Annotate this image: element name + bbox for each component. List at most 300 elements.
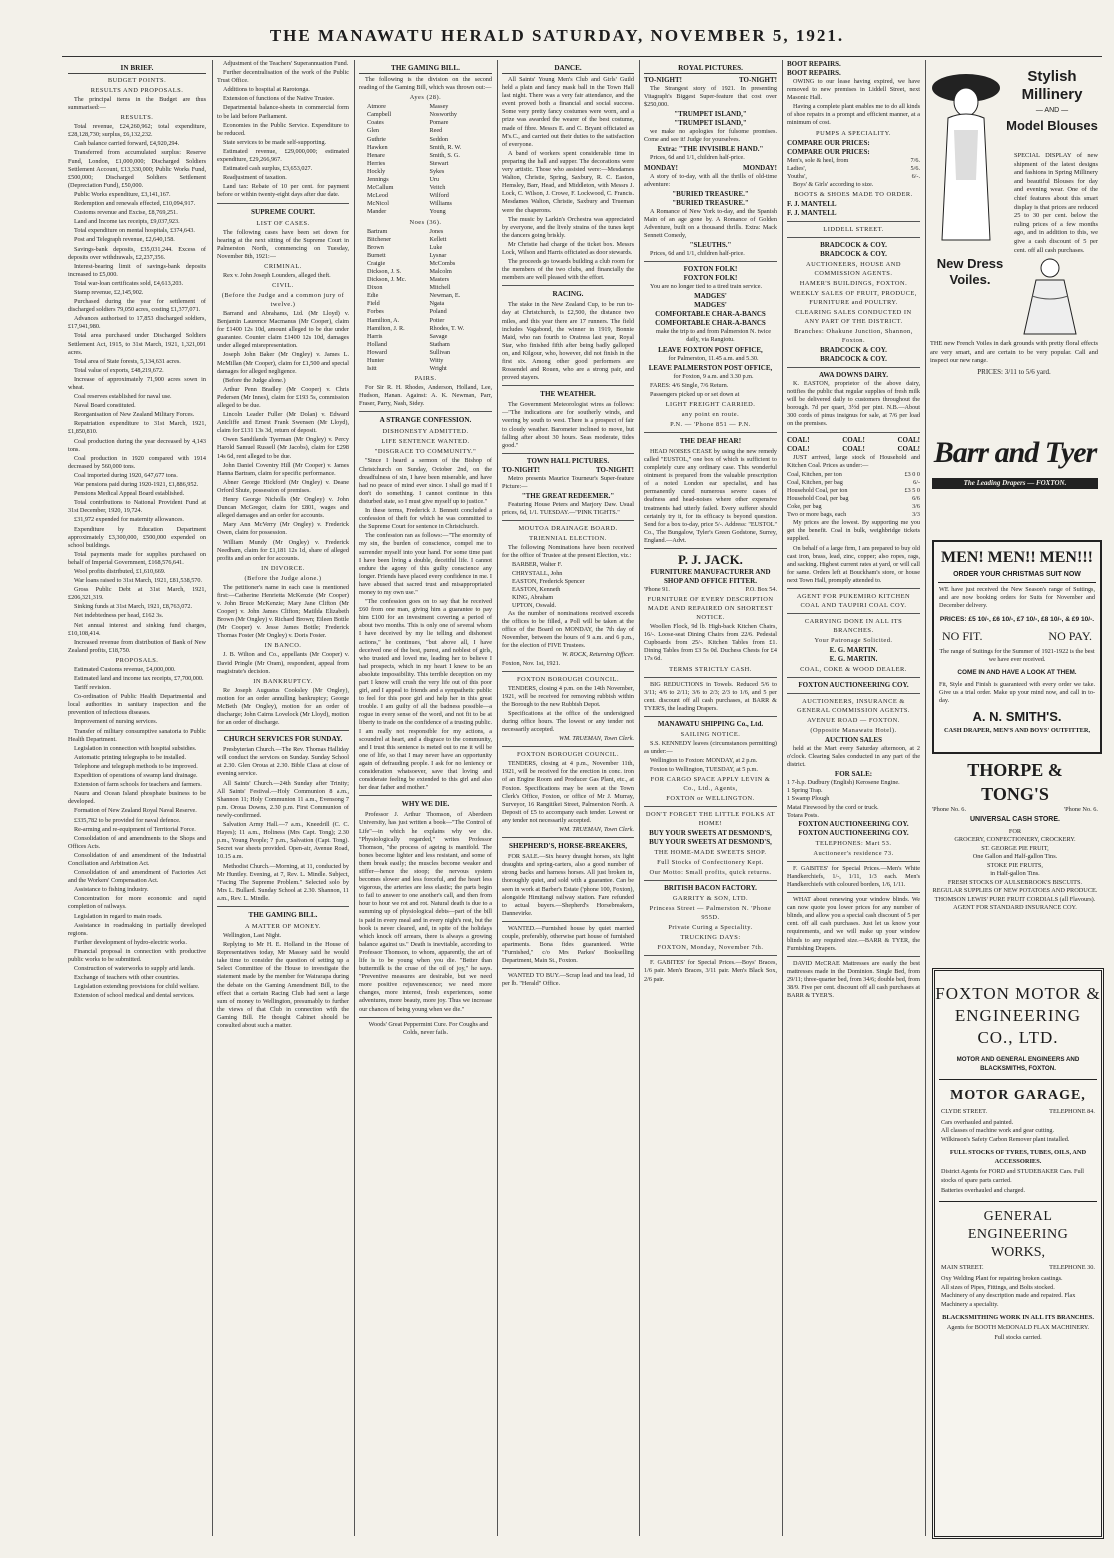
divider [359,795,492,796]
article-paragraph: J. B. Wilton and Co., appellants (Mr Cooper) v. David Pringle (Mr Oram), respondent, appeal from magistrate's decision. [217,651,349,675]
article-paragraph: War loans raised to 31st March, 1921, £81,538,570. [74,577,203,585]
member-name: Sykes [429,167,445,175]
article-paragraph: Salvation Army Hall.—7 a.m., Kneedrill (C. C. Hayes); 11 a.m., Holiness (Mrs Capt. Tong); 2.30 p.m., Young People; 7 p.m., Salvation (Capt. Tong). Secret war sheets provided. Open-air, Avenue Road, 10.15 a.m. [217,821,349,861]
price-value: £3 5 0 [904,486,920,494]
divider [644,955,777,956]
article-paragraph: Departmental balance-sheets in commercial form to be laid before Parliament. [217,104,349,120]
article-paragraph: Construction of waterworks to supply arid lands. [74,965,195,973]
article-paragraph: Mary Ann McVerry (Mr Ongley) v. Frederick Owen, claim for possession. [217,521,349,537]
po-box: P.O. Box 54. [745,586,777,593]
article-paragraph: Pensions Medical Appeal Board established. [74,490,185,498]
member-name: Smith, R. W. [429,143,462,151]
regular-line: REGULAR SUPPLIES OF NEW POTATOES AND PRODUCE. [932,887,1098,894]
member-name: Hunter [367,357,385,364]
price-item: Men's, sole & heel, from [787,156,849,164]
advert-line: Princess Street — Palmerston N. 'Phone 955D. [649,905,772,922]
member-name: Bitchener [367,235,392,243]
article-paragraph: Wellington, Last Night. [223,931,282,939]
signature: WM. TRUEMAN, Town Clerk. [558,735,634,743]
noes-left [359,228,430,374]
tonight-label: TO-NIGHT! [502,465,540,474]
article-paragraph: Re-arming and re-equipment of Territorial Force. [74,825,196,833]
divider [644,261,777,262]
article-paragraph: Total payments made for supplies purchased on behalf of Imperial Government, £168,576,641. [68,550,206,566]
general-title-2: WORKS, [990,1245,1046,1261]
monday-label: MONDAY! [743,163,777,172]
general-title-1: GENERAL ENGINEERING [967,1209,1069,1243]
new-dress-title: New Dress [936,256,1004,271]
advert-line: any point en route. [681,410,740,418]
garage-item: All classes of machine work and gear cutting. [941,1127,1055,1135]
price-item: Household Coal, per ton [787,486,848,494]
member-name: Harris [367,332,383,340]
garage-item: Cars overhauled and painted. [941,1119,1014,1126]
advert-heading: MADGES' [694,292,727,301]
advert-line: Extra: "THE INVISIBLE HAND." [657,145,764,154]
advert-heading: BRADCOCK & COY. [820,354,887,363]
article-paragraph: Coal reserves established for naval use. [74,393,172,401]
advert-heading: FOXTON AUCTIONEERING COY. [798,828,909,837]
divider [787,892,920,893]
article-paragraph: Henry George Nicholls (Mr Ongley) v. John Duncan McGregor, claim for £801, wages and alleged damages and an order for accounts. [217,496,349,520]
proposals-list [68,666,206,1001]
member-name: Jennings [367,176,389,184]
advert-heading: LEAVE FOXTON POST OFFICE, [658,345,763,354]
article-paragraph: John Daniel Coventry Hill (Mr Cooper) v. James Hanna Bartram, claim for specific performance. [217,461,349,477]
advert-text: for Foxton, 9 a.m. and 3.30 p.m. [673,372,754,380]
article-paragraph: Interest-bearing limit of savings-bank deposits increased to £5,000. [68,262,206,278]
member-name: Craigie [367,259,386,267]
section-subheading: IN BANCO. [264,642,302,650]
article-paragraph: Economies in the Public Service. Expenditure to be reduced. [217,121,349,137]
divider [787,221,920,222]
member-name: Field [367,300,380,308]
advert-text: S.S. KENNEDY leaves (circumstances permitting) as under:— [644,739,777,756]
advert-text: JUST arrived, large stock of Household and Kitchen Coal. Prices as under:— [787,453,920,469]
price-item: Ladies', [787,164,807,172]
advert-text: held at the Mart every Saturday afternoon, at 2 o'clock. Clearing Sales conducted in any part of the district. [787,745,920,769]
column-1 [68,60,206,1538]
price-item: Coal, Kitchen, per ton [787,470,842,478]
advert-heading: BUY YOUR SWEETS AT DESMOND'S, [649,838,772,847]
boot-price-list [787,157,920,181]
phone-number: 'Phone No. 6. [1063,806,1098,813]
divider [787,432,920,433]
section-subheading: CRIMINAL. [264,262,302,270]
and-label: — AND — [1035,107,1069,114]
price-value: £3 0 0 [904,470,920,478]
article-paragraph: £335,782 to be provided for naval defence. [74,816,181,824]
advert-text: FOR SALE.—Six heavy draught horses, six light draughts and spring-carters, also a good number of strong backs and harness horses. All just broken in, thoroughly quiet, and sold with a guarantee. Can be seen in work at Barber's Estate ('phone 100, Foxton), alongside Himitangi railway station. Fare refunded to actual buyers.—Shepherd's Horsebreakers, Dannevirke. [502,853,634,917]
price-item: Coal, Kitchen, per bag [787,478,843,486]
motor-title-2: ENGINEERING [954,1006,1082,1025]
section-note: (Before the Judge alone.) [244,574,322,582]
section-subheading: DISHONESTY ADMITTED. [382,428,469,436]
article-paragraph: Total value of exports, £48,219,672. [74,366,164,374]
article-paragraph: Consolidation of and amendments to the Shops and Offices Acts. [68,834,206,850]
price-value: 5/6. [910,164,920,172]
section-subheading: PAIRS. [414,375,437,383]
article-paragraph: Transferred from accumulated surplus: Reserve Fund, London, £1,000,000; Discharged Soldiers Settlement Account, £13,330,000; Public Works Fund, £500,000; Discharged Soldiers Settlement (Depreciation Fund), £50,000. [68,149,206,189]
voiles-text: THE new French Voiles in dark grounds with pretty floral effects are very smart, and are certain to be very popular. Call and inspect our new range. [930,340,1098,365]
section-subheading: PROPOSALS. [115,656,159,664]
member-name: Brown [367,243,384,251]
member-name: Masters [429,276,450,284]
smith-advert [932,540,1102,754]
thorpe-advert [932,758,1098,963]
article-paragraph: Public Works expenditure, £3,141,167. [74,190,171,198]
notice-text: TENDERS, closing at 4 p.m., November 11th, 1921, will be received for the erection in conc. iron of an Engine Room and Producer Gas Plant, etc., at Foxton. Specifications may be seen at the Town Clerk's Office, Foxton, or office of Mr J. Murray, Surveyor, 16 Rangitikei Street, Palmerston North. A Deposit of £5 to accompany each tender. Lowest or any tender not necessarily accepted. [502,760,634,824]
member-name: Herries [367,159,386,167]
article-paragraph: Increase of approximately 71,900 acres sown in wheat. [68,375,206,391]
advert-heading: F. J. MANTELL [787,199,837,208]
advert-text: HEAD NOISES CEASE by using the new remedy called "EUSTOL," one box of which is sufficient to completely cure any ordinary case. This wonderful ointment is prepared from the valuable prescription of a noted London ear specialist, and has permanently cured numerous severe cases of deafness and head-noises where other expensive treatments had utterly failed. Every sufferer should certainly try it, for its efficacy is beyond question. Send for a box to-day, price 5/-. Address: "EUSTOL" Co., The Bungalow, Tyler's Green Godstone, Surrey, England.—Advt. [644,447,777,544]
sale-item: Matai Firewood by the cord or truck. [787,803,879,811]
section-subheading: IN DIVORCE. [261,564,305,572]
price-row [787,487,920,495]
article-paragraph: In these terms, Frederick J. Bennett concluded a confession of theft for which he was committed to the Supreme Court for sentence in Christchurch. [359,507,492,531]
tins-line: One Gallon and Half-gallon Tins. [972,853,1058,860]
advert-line: WEEKLY SALES OF FRUIT, PRODUCE, FURNITURE and POULTRY. [790,289,917,306]
price-item: Two or more bags, each [787,511,847,519]
member-name: Kellett [429,235,447,243]
feature-title: "THE GREAT REDEEMER." [521,492,615,501]
article-paragraph: Concentration for more economic and rapid completion of railways. [68,895,206,911]
advert-line: THE HOME-MADE SWEETS SHOP. [654,849,767,857]
notice-text: As the number of nominations received exceeds the offices to be filled, a Poll will be taken at the office of the Board on MONDAY, the 7th day of November, between the hours of 9 a.m. and 6 p.m., for the election of FIVE Trustees. [502,609,634,650]
member-name: Pomare [429,119,449,127]
advert-heading: COMFORTABLE CHAR-A-BANCS [655,310,766,319]
divider [502,746,634,747]
advert-text: A Romance of New York to-day, and the Spanish Main of an age gone by. A Romance of Golden Adventure, built on a thousand thrills. Extra: Mack Sennett Comedy, [644,207,777,240]
noes-right [430,228,493,374]
column-4 [502,60,634,1538]
member-name: Ngata [429,300,445,308]
article-paragraph: Legislation extending provisions for child welfare. [74,983,200,991]
section-note: (Before the Judge and a common jury of twelve.) [221,291,345,308]
ayes-left [359,103,430,216]
section-heading: DANCE. [502,63,634,74]
works-item: Oxy Welding Plant for repairing broken castings. [941,1275,1063,1283]
member-name: Isitt [367,365,377,373]
article-paragraph: Consolidation of and amendment of the Industrial Conciliation and Arbitration Act. [68,851,206,867]
member-name: Nosworthy [429,111,457,119]
results-list [68,123,206,655]
member-name: Burnett [367,251,386,259]
article-paragraph: Further decentralisation of the work of the Public Trust Office. [217,69,349,85]
section-subheading: RESULTS. [120,114,154,122]
nominee-name: KING, Abraham [512,593,554,601]
stoke-line: STOKE PIE FRUITS, [986,861,1044,869]
divider [502,837,634,838]
advert-line: FOXTON or WELLINGTON. [666,795,755,803]
member-name: McCallum [367,184,394,192]
advert-text: F. GABITES' for Special Prices.—Boys' Braces, 1/6 pair. Men's Braces, 3/11 pair. Men's Black Sox, 2/6 pair. [644,959,777,983]
article-paragraph: Estimated Customs revenue, £4,000,000. [74,665,176,673]
notice-heading: FOXTON BOROUGH COUNCIL. [516,751,620,759]
divider [644,677,777,678]
divider [787,367,920,368]
advert-heading: E. G. MARTIN. [829,646,878,654]
coal-label: COAL! [787,435,810,444]
price-row [787,511,920,519]
member-name: Forbes [367,308,384,316]
voiles-title: Voiles. [949,272,991,287]
article-paragraph: The Government Meteorologist wires as follows:—"The indications are for southerly winds, and veering by south to west. There is a prospect of fair to cloudy weather. Barometer inclined to move, but falling after about 30 hours. Seas moderate, tides good." [502,401,634,449]
advert-text: WHAT about renewing your window blinds. We can now quote you lower prices for any number of blinds, and allow you a special cash discount of 5 per cent. off all cash purchases. Just let us know your requirements, and we will make up your window blinds to any required size.—BARR & TYER, the Furnishing Drapers. [787,896,920,952]
article-paragraph: The confession ran as follows:—"The enormity of my sin, the burden of conscience, compel me to surrender myself into your hand. For some time past I have been living a double, deceitful life. I cannot endure the agony of this guilty conscience any longer. Friends have placed every confidence in me. I have abused that sacred trust and misappropriated money to my own use." [359,532,492,596]
divider [217,906,349,907]
section-subheading: BUDGET POINTS. [107,77,167,84]
article-paragraph: Total war-loan certificates sold, £4,613,203. [74,279,184,287]
article-paragraph: "The confession goes on to say that he received £60 from one man, giving him a guarantee to pay him £100 for an investment covering a period of about two months. This is only one of several whom I have deceived by my lie telling and dishonest actions," he continues, "but above all, I have deceived one of the best, purest, and noblest of girls, who trusted and loved me, leading her to believe I had prospects, which in my heart I knew to be an absolute impossibility. This terrible deception on my part I know will crush the very life out of this poor girl, and I appeal to friends and a sympathetic public to feel for this poor girl and help her in this great trouble. I am guilty of all the badness possible—a rogue in every sense of the word, and not fit to be at liberty to trade on the confidence of a trusting public. I am really not responsible for my actions, a scoundrel at heart, and a disgrace to the community, and I trust this sentence is meted out to me it will be one of life, so that I may never have an opportunity again of defrauding people. I ask for no leniency or consideration whatsoever, save that loving and considerate feeling be extended to this girl and also her dear father and mother." [359,598,492,792]
advert-heading: BUY YOUR SWEETS AT DESMOND'S, [649,829,772,838]
works-street: MAIN STREET. [941,1264,984,1272]
section-subheading: Ayes (28). [409,94,442,102]
member-name: Witty [429,357,444,364]
article-paragraph: Coal imported during 1920, 647,677 tons. [74,471,178,479]
coal-label: COAL! [897,435,920,444]
works-address [941,1264,1095,1271]
advert-line: AGENT FOR PUKEMIRO KITCHEN COAL AND TAUPIRI COAL COY. [796,593,911,609]
member-name: Williams [429,200,452,208]
member-name: McLeod [367,192,388,200]
motor-sub: MOTOR AND GENERAL ENGINEERS AND BLACKSMITHS, FOXTON. [956,1056,1080,1072]
coal-label: COAL! [842,444,865,453]
member-name: Luke [429,243,443,251]
universal-store: UNIVERSAL CASH STORE. [970,815,1060,823]
notice-heading: MOUTOA DRAINAGE BOARD. [518,525,618,533]
advert-line: Your Patronage Solicited. [814,637,893,644]
advert-line: SAILING NOTICE. [680,730,741,738]
advert-text: Passengers picked up or set down at [650,390,740,398]
divider [787,588,920,589]
divider [359,1017,492,1018]
article-paragraph: All Saints' Church.—24th Sunday after Trinity; All Saints' Festival.—Holy Communion 8 a.m., Shannon 11; Holy Communion 11 a.m., Evensong 7 p.m. Oroua Downs, 2.30 p.m. First Communion of newly-confirmed. [217,779,349,819]
nominee-name: EASTON, Frederick Spencer [512,577,585,585]
notice-subheading: TRIENNIAL ELECTION. [529,535,607,543]
advert-heading: FOR SALE: [834,770,873,779]
coal-label: COAL! [842,435,865,444]
column-3 [359,60,492,1538]
column-6 [787,60,920,1538]
garage-address [941,1108,1095,1115]
men-text: WE have just received the New Season's range of Suitings, and are now booking orders for Suits for November and December delivery. [939,586,1095,610]
advert-text: Having a complete plant enables me to do all kinds of shoe repairs in a prompt and efficient manner, at a minimum of cost. [787,103,920,127]
price-value: 6/6 [912,494,920,502]
member-name: Seddon [429,135,449,143]
article-paragraph: The following cases have been set down for hearing at the next sitting of the Supreme Court in Palmerston North, commencing on Tuesday, November 8th, 1921:— [217,228,349,260]
member-name: Glen [367,127,380,135]
divider [217,730,349,731]
article-paragraph: The stake in the New Zealand Cup, to be run to-day at Christchurch, is £2,500, the distance two miles, and this year there are 17 runners. The field includes Vagabond, the winner in 1919, Bonnie Maid, who ran fourth to Oratress last year, Royal Star, who finished fifth after being badly galloped on, and Kilgour, who, however, did not finish in the first six. Among other good performers are Rossendel and Rouen, who are a strong pair, and proved stayers. [502,301,634,382]
garage-phone: TELEPHONE 84. [1049,1108,1095,1115]
garage-title: MOTOR GARAGE, [950,1088,1086,1103]
for-label: FOR [1008,827,1022,835]
signature: W. ROCK, Returning Officer. [562,651,634,659]
advert-line [644,586,777,594]
advert-text: Woods' Great Peppermint Cure. For Coughs and Colds, never fails. [368,1020,489,1036]
member-name: Dixon [367,284,383,292]
member-name: Edie [367,292,379,300]
article-paragraph: Nauru and Ocean Island phosphate business to be developed. [68,790,206,806]
no-fit: NO FIT. [942,628,983,643]
voile-dress-icon [1010,256,1090,336]
article-paragraph: Advances authorised to 17,853 discharged soldiers, £17,941,980. [68,315,206,331]
member-name: Newman, E. [429,292,461,300]
millinery-title: Millinery [1021,86,1083,103]
divider [644,548,777,549]
advert-heading: FOXTON AUCTIONEERING COY. [798,819,909,828]
advert-heading: COMFORTABLE CHAR-A-BANCS [655,319,766,328]
section-heading: RACING. [552,290,584,299]
price-value: 3/3 [912,511,920,519]
advert-line: CLEARING SALES CONDUCTED IN ANY PART OF THE DISTRICT. [795,308,912,325]
member-name: Henare [367,151,385,159]
member-name: Dickson, J. Mc. [367,276,407,284]
notice-text: The following Nominations have been received for the office of Trustee at the present Election, viz.: [502,544,634,560]
article-paragraph: Increased revenue from distribution of Bank of New Zealand profits, £18,750. [68,638,206,654]
advert-heading: E. G. MARTIN. [829,655,878,663]
advert-subheading: FURNITURE MANUFACTURER AND SHOP AND OFFICE FITTER. [650,568,771,585]
article-paragraph: Telephone and telegraph methods to be improved. [74,762,198,770]
section-heading: THE GAMING BILL. [359,63,492,74]
fresh-line: FRESH STOCKS OF AULSEBROOK'S BISCUITS. [947,878,1083,886]
advert-text: A story of to-day, with all the thrills of old-time adventure: [644,172,777,188]
advert-text: Woollen Flock, 9d lb. High-back Kitchen Chairs, 16/-. Loose-seat Dining Chairs from 22/6. Pedestal Cupboards from 25/-. Kitchen Tables from £1. Dining Tables from £3 5s 0d. Duchess Chests for £4 17s 6d. [644,623,777,663]
article-paragraph: Redemption and renewals effected, £10,094,917. [74,200,196,208]
member-name: Dickson, J. S. [367,267,402,275]
advert-text: WANTED.—Furnished house by quiet married couple, preferably, otherwise part house of furnished apartments. Bona fides guaranteed. Write "Furnished," c/o Mrs Parkes' Bookselling Department, Main St., Foxton. [502,924,634,965]
article-paragraph: Rex v. John Joseph Lounders, alleged theft. [223,271,331,279]
article-paragraph: Naval Board constituted. [74,402,136,410]
advert-text: Prices, 6d and 1/1, children half-price. [650,154,745,162]
article-paragraph: Land tax: Rebate of 10 per cent. for payment before or within twenty-eight days after due date. [217,183,349,199]
section-subheading: LIST OF CASES. [256,219,310,227]
advert-text: On behalf of a large firm, I am prepared to buy old cast iron, brass, lead, zinc, copper; also ropes, rags, and sacking. Highest current rates at yard, or will call for same. Orders left at Bouckham's store, or house next Town Hall, promptly attended to. [787,544,920,584]
advert-heading: BRADCOCK & COY. [820,240,887,249]
advert-line: CARRYING DONE IN ALL ITS BRANCHES. [804,618,903,634]
article-paragraph: The petitioner's name in each case is mentioned first:—Catherine Henrietta McKenzie (Mr Cooper) v. John Bruce McKenzie; Mary Jane Clifton (Mr Cooper) v. John James Clifton; Matilda Elizabeth Brown (Mr Ongley) v. Richard Brown; Eileen Bottle (Mr Cooper) v. Jesse James Bottle; Frederick Thomas Foster (Mr Ongley) v. Doris Foster. [217,583,349,640]
order-line: ORDER YOUR CHRISTMAS SUIT NOW [953,571,1081,578]
advert-line: COAL, COKE & WOOD DEALER. [800,666,907,673]
advert-line: Private Curing a Speciality. [668,924,753,932]
standard-line: AGENT FOR STANDARD INSURANCE COY. [953,904,1077,911]
voiles-prices: PRICES: 3/11 to 5/6 yard. [977,367,1051,376]
advert-text: F. GABITES' for Special Prices.—Men's White Handkerchiefs, 1/-, 1/11, 1/3 each. Men's Handkerchiefs with coloured borders, 1/6, 1/11. [787,864,920,888]
advert-line: Our Motto: Small profits, quick returns. [649,869,772,877]
advert-text: My prices are the lowest. By supporting me you get the benefit. Coal in bulk, weighbridge tickets supplied. [787,519,920,543]
article-paragraph: Exchange of teachers with other countries. [74,974,180,982]
member-name: Massey [429,103,449,111]
advert-text: FARES: 4/6 Single, 7/6 Return. [650,381,729,389]
member-name: Smith, S. G. [429,151,460,159]
article-paragraph: Repatriation expenditure to 31st March, 1921, £1,850,810. [68,420,206,436]
advert-text: The Strangest story of 1921. In presenting Vitagraph's Biggest Super-feature that cost over $250,000. [644,85,777,109]
member-name: Hamilton, A. [367,316,400,324]
advert-line [787,436,920,445]
nominee-name: UPTON, Oswald. [512,601,557,609]
article-paragraph: Extension of functions of the Native Trustee. [223,95,335,103]
garage-street: CLYDE STREET. [941,1108,988,1115]
advert-line: AUCTIONEERS, INSURANCE & GENERAL COMMISSION AGENTS. [796,698,911,714]
advert-heading: SHEPHERD'S, HORSE-BREAKERS, [508,842,628,851]
advert-heading: BRITISH BACON FACTORY. [664,884,757,893]
advert-text: make the trip to and from Palmerston N. twice daily, via Rangiotu. [656,328,771,344]
tonight-label: TO-NIGHT! [739,76,777,84]
advert-line: DON'T FORGET THE LITTLE FOLKS AT HOME! [645,811,776,828]
column-divider [639,60,640,1536]
advert-line [644,164,777,173]
advert-line: BOOTS & SHOES MADE TO ORDER. [794,190,913,198]
barr-tyer-logo [932,428,1098,508]
lady-illustration [930,60,1002,250]
budget-continued [217,60,349,200]
article-paragraph: William Mundy (Mr Ongley) v. Frederick Needham, claim for £1,181 12s 1d, share of alleged profits and an order for accounts. [217,538,349,562]
article-paragraph: Total contributions to National Provident Fund at 31st December, 1920, 19,724. [68,499,206,515]
advert-text: DAVID McCRAE Mattresses are easily the best mattresses made in the Dominion. Single Bed, from 29/11; three-quarter bed, from 34/6; double bed, from 38/9. Five per cent. discount off all cash purchases at BARR & TYER'S. [787,959,920,1000]
advert-line: TELEPHONES: Mart 53. [815,839,892,847]
article-paragraph: Financial proposal in connection with productive public works to be submitted. [68,947,206,963]
range-text: The range of Suitings for the Summer of 1921-1922 is the best we have ever received. [939,647,1095,663]
divider [217,203,349,204]
price-row [787,503,920,511]
price-value: 6/- [913,478,920,486]
column-divider [925,60,926,1536]
article-paragraph: £31,972 expended for maternity allowances. [74,516,184,524]
advert-text: Boys' & Girls' according to size. [793,180,874,188]
advert-heading: BRADCOCK & COY. [820,345,887,354]
advert-heading: AWA DOWNS DAIRY. [819,370,888,379]
price-row [787,165,920,173]
noes-list [359,228,492,374]
price-row [787,471,920,479]
advert-line: GARRITY & SON, LTD. [672,895,749,903]
advert-heading: MADGES' [694,301,727,310]
article-paragraph: All Saints' Young Men's Club and Girls' Guild held a plain and fancy mask ball in the Town Hall last night. There was a very fair attendance, and the event proved both a financial and social success. Some very pretty fancy costumes were worn, and a prize was awarded the wearer of the best costume, made of fibre. Messrs E. and C. Bryant officiated as M's.C., and carried out their duties to the satisfaction of everyone. [502,76,634,148]
article-paragraph: Further development of hydro-electric works. [74,938,187,946]
section-heading: IN BRIEF. [68,63,206,74]
advert-heading: TOWN HALL PICTURES. [526,456,610,465]
article-paragraph: Readjustment of taxation. [223,174,287,182]
article-paragraph: Stamp revenue, £2,145,902. [74,288,144,296]
divider [644,432,777,433]
article-paragraph: Legislation in connection with hospital subsidies. [74,744,197,752]
half-line: in Half-gallon Tins. [990,870,1040,877]
member-name: Atmore [367,103,386,111]
advert-text: we make no apologies for fulsome promises. Come and see it! Judge for yourselves. [644,128,777,144]
grocery-line: GROCERY, CONFECTIONERY, CROCKERY. [954,836,1076,843]
fit-text: Fit, Style and Finish is guaranteed with every order we take. Give us a trial order. Make up your mind now, and call in to-day. [939,681,1095,705]
article-paragraph: Joseph John Baker (Mr Ongley) v. James L. McMillan (Mr Cooper), claim for £1,500 and special damages for alleged negligence. [217,351,349,375]
phone-number: 'Phone 91. [644,586,670,593]
batteries-text: Batteries overhauled and charged. [941,1187,1026,1195]
member-name: Wright [429,365,447,373]
article-paragraph: Additions to hospital at Rarotonga. [223,86,310,94]
advert-text: Prices, 6d and 1/1, children half-price. [650,250,745,258]
article-paragraph: A band of workers spent considerable time in preparing the hall and supper. The decorations were very artistic. Those who assisted were:—Mesdames Walton, Christie, Spring, Saxbury, R. C. Easton, Hemsley, Barr, Head, and Middleton, with Messrs J. Lock, C. Wilson, J. Crowe, F. Lockwood, C. Francis. Mesdames Walton, Christie, Saxbury and Trueman were the chaperons. [502,149,634,214]
no-pay: NO PAY. [1048,628,1092,643]
notice-text: Specifications at the office of the undersigned during office hours. The lowest or any tender not necessarily accepted. [502,709,634,734]
divider [787,956,920,957]
advert-text: Metro presents Maurice Tourneur's Super-feature Picture:— [502,474,634,490]
member-name: Veitch [429,184,446,192]
article-paragraph: Professor J. Arthur Thomson, of Aberdeen University, has just written a book—"The Control of Life"—in which he explains why we die. "Physiologically regarded," writes Professor Thomson, "the process of ageing is manifold. The bones become lighter and less resistant, and some of them break easily; the muscles become weaker and stiffer—hence the stoop; the nervous system becomes slower and less forceful, and the heart less vigorous, the arteries are less elastic; the parts begin to fail to answer to one another's call, and then from hour to hour we rot and rot. Natural death is due to a summing up of physiological debts—part of the bill is paid in every meal and in every night's rest, but the book is never cleared, and, in spite of the holidays which knock off arrears, there is always a growing balance against us." Death is inevitable, according to Professor Thomson, to whom, apparently, the art of life is to be young when you die. "Better than buttermilk is the cruse of the oil of joy," he says. "Preventive measures are desirable, but we need more positive rejuvenescence; we need more changes, more interest, fresh experiences, some adventures, more beauty, more joy. Thus we increase our chances of being young when we die." [359,811,492,1013]
member-name: Stewart [429,159,449,167]
advert-text: K. EASTON, proprietor of the above dairy, notifies the public that regular supplies of fresh milk will be delivered daily to customers throughout the borough. 7d per quart, 3½d per pint. N.B.—About 300 cords of pinus insignus for sale, at 7/6 per load on the premises. [787,379,920,428]
booth-line: Agents for BOOTH McDONALD FLAX MACHINERY. [946,1324,1090,1332]
millinery-text: SPECIAL DISPLAY of new shipment of the latest designs and fashions in Spring Millinery and beautiful Blouses for day and evening wear. One of the chief features about this smart display is that prices are reduced 25 to 30 per cent. below the ruling prices of a few months ago, and in addition to this, we give a cash discount of 5 per cent. off all cash purchases. [1014,152,1098,254]
